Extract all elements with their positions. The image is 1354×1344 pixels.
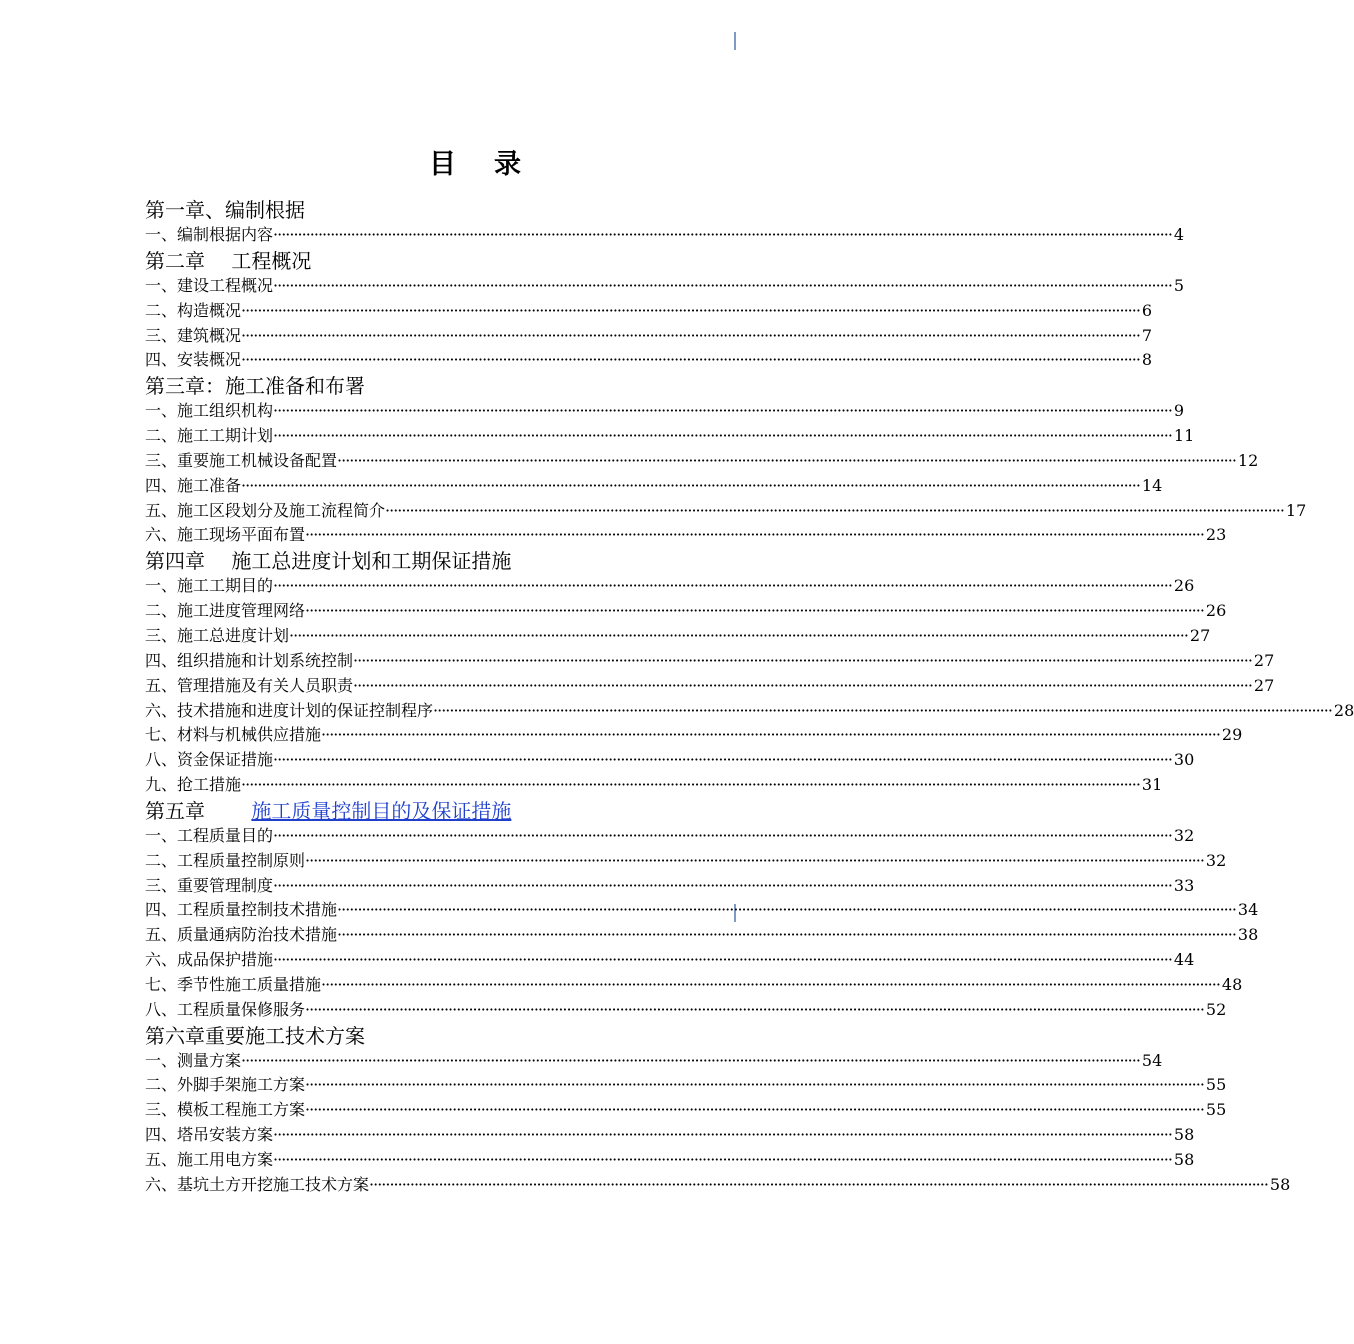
toc-entry-label: 一、施工组织机构 [145,401,274,421]
dot-leader: ···························································································································································································································· [369,1174,1268,1194]
toc-entry[interactable] [145,973,1243,998]
dot-leader: ···························································································································································································································· [305,1100,1204,1120]
toc-page-number: 7 [1141,325,1153,345]
toc-entry[interactable] [145,324,1153,349]
toc-entry[interactable] [145,998,1227,1023]
toc-page-number: 12 [1237,450,1259,470]
toc-entry-label: 六、施工现场平面布置 [145,525,306,545]
dot-leader: ···························································································································································································································· [273,950,1172,970]
chapter-title: 工程概况 [231,248,312,273]
dot-leader: ···························································································································································································································· [241,475,1140,495]
dot-leader: ···························································································································································································································· [305,525,1204,545]
dot-leader: ···························································································································································································································· [353,650,1252,670]
toc-page-number: 48 [1221,974,1243,994]
toc-page-number: 8 [1141,350,1153,370]
chapter-title: 重要施工技术方案 [205,1023,365,1048]
dot-leader: ···························································································································································································································· [305,1075,1204,1095]
chapter-title: 编制根据 [225,198,305,222]
toc-page-number: 26 [1205,601,1227,621]
dot-leader: ···························································································································································································································· [241,300,1140,320]
toc-page-number: 17 [1285,500,1307,520]
page-title [0,142,950,181]
dot-leader: ···························································································································································································································· [273,576,1172,596]
toc-entry[interactable] [145,424,1195,449]
toc-page-number: 6 [1141,300,1153,320]
dot-leader: ···························································································································································································································· [337,925,1236,945]
toc-entry-label: 六、成品保护措施 [145,950,274,970]
dot-leader: ···························································································································································································································· [353,675,1252,695]
toc-entry-label: 一、建设工程概况 [145,275,274,295]
dot-leader: ···························································································································································································································· [273,1125,1172,1145]
toc-entry[interactable] [145,773,1163,798]
dot-leader: ···························································································································································································································· [241,775,1140,795]
chapter-title: 施工总进度计划和工期保证措施 [231,549,512,574]
toc-entry-label: 二、施工工期计划 [145,426,274,446]
dot-leader: ···························································································································································································································· [305,999,1204,1019]
toc-chapter-heading [145,373,785,399]
toc-entry[interactable] [145,923,1259,948]
toc-entry-label: 七、季节性施工质量措施 [145,974,322,994]
dot-leader: ···························································································································································································································· [241,1050,1140,1070]
table-of-contents [145,197,1354,1198]
toc-page-number: 34 [1237,900,1259,920]
toc-entry[interactable] [145,748,1195,773]
toc-entry[interactable] [145,399,1185,424]
toc-entry[interactable] [145,1049,1163,1074]
title-char: 录 [494,149,521,180]
toc-page-number: 54 [1141,1050,1163,1070]
toc-entry-label: 二、工程质量控制原则 [145,850,306,870]
toc-entry-label: 五、管理措施及有关人员职责 [145,675,354,695]
toc-page-number: 58 [1173,1125,1195,1145]
toc-entry-label: 四、施工准备 [145,475,242,495]
toc-entry[interactable] [145,649,1275,674]
dot-leader: ···························································································································································································································· [273,426,1172,446]
chapter-number: 第四章 [145,549,232,574]
toc-chapter-heading [145,197,785,223]
toc-entry[interactable] [145,1073,1227,1098]
toc-entry-label: 四、安装概况 [145,350,242,370]
toc-page-number: 26 [1173,576,1195,596]
toc-entry-label: 九、抢工措施 [145,775,242,795]
toc-entry-label: 六、技术措施和进度计划的保证控制程序 [145,700,434,720]
dot-leader: ···························································································································································································································· [305,850,1204,870]
toc-entry[interactable] [145,898,1259,923]
dot-leader: ···························································································································································································································· [433,700,1332,720]
toc-chapter-heading [145,1023,785,1049]
chapter-title-link[interactable]: 施工质量控制目的及保证措施 [251,798,512,823]
title-char: 目 [429,149,456,180]
toc-chapter-heading[interactable] [145,798,785,824]
chapter-number: 第一章、 [145,198,225,222]
toc-page-number: 27 [1253,650,1275,670]
dot-leader: ···························································································································································································································· [273,750,1172,770]
toc-page-number: 29 [1221,725,1243,745]
toc-page-number: 23 [1205,525,1227,545]
toc-page-number: 52 [1205,999,1227,1019]
toc-entry-label: 三、重要管理制度 [145,875,274,895]
toc-entry[interactable] [145,674,1275,699]
chapter-number: 第三章： [145,374,225,399]
toc-entry[interactable] [145,523,1227,548]
toc-entry[interactable] [145,874,1195,899]
toc-page-number: 33 [1173,875,1195,895]
toc-page-number: 27 [1189,625,1211,645]
toc-entry-label: 三、建筑概况 [145,325,242,345]
chapter-number: 第二章 [145,248,232,273]
dot-leader: ···························································································································································································································· [241,350,1140,370]
dot-leader: ···························································································································································································································· [241,325,1140,345]
dot-leader: ···························································································································································································································· [337,900,1236,920]
toc-entry-label: 八、工程质量保修服务 [145,999,306,1019]
toc-page-number: 55 [1205,1100,1227,1120]
toc-entry-label: 八、资金保证措施 [145,750,274,770]
toc-page-number: 32 [1205,850,1227,870]
toc-entry[interactable] [145,299,1153,324]
dot-leader: ···························································································································································································································· [289,625,1188,645]
toc-entry-label: 四、工程质量控制技术措施 [145,900,338,920]
toc-entry[interactable] [145,1123,1195,1148]
toc-entry-label: 七、材料与机械供应措施 [145,725,322,745]
toc-entry[interactable] [145,348,1153,373]
toc-page-number: 58 [1269,1174,1291,1194]
toc-page-number: 44 [1173,950,1195,970]
toc-page-number: 31 [1141,775,1163,795]
toc-entry[interactable] [145,599,1227,624]
dot-leader: ···························································································································································································································· [273,1150,1172,1169]
toc-entry[interactable] [145,223,1185,248]
toc-entry-label: 一、施工工期目的 [145,576,274,596]
toc-entry-label: 一、编制根据内容 [145,225,274,244]
toc-entry-label: 四、组织措施和计划系统控制 [145,650,354,670]
toc-entry[interactable] [145,499,1307,524]
toc-entry-label: 三、模板工程施工方案 [145,1100,306,1120]
toc-entry-label: 二、构造概况 [145,300,242,320]
dot-leader: ···························································································································································································································· [273,825,1172,845]
toc-entry-label: 三、重要施工机械设备配置 [145,450,338,470]
toc-page-number: 58 [1173,1150,1195,1169]
toc-entry[interactable] [145,849,1227,874]
toc-entry[interactable] [145,274,1185,299]
dot-leader: ···························································································································································································································· [273,875,1172,895]
toc-entry-label: 三、施工总进度计划 [145,625,290,645]
toc-entry[interactable] [145,1173,1291,1198]
dot-leader: ···························································································································································································································· [305,601,1204,621]
toc-page-number: 11 [1173,426,1195,446]
toc-page-number: 32 [1173,825,1195,845]
toc-entry[interactable] [145,824,1195,849]
toc-entry[interactable] [145,699,1354,724]
toc-entry[interactable] [145,574,1195,599]
toc-page-number: 27 [1253,675,1275,695]
toc-entry-label: 六、基坑土方开挖施工技术方案 [145,1174,370,1194]
toc-entry-label: 二、外脚手架施工方案 [145,1075,306,1095]
toc-entry[interactable] [145,948,1195,973]
toc-entry-label: 一、工程质量目的 [145,825,274,845]
toc-entry-label: 二、施工进度管理网络 [145,601,306,621]
dot-leader: ···························································································································································································································· [273,225,1172,244]
toc-page-number: 9 [1173,401,1185,421]
toc-entry-label: 一、测量方案 [145,1050,242,1070]
toc-entry-label: 五、质量通病防治技术措施 [145,925,338,945]
dot-leader: ···························································································································································································································· [321,725,1220,745]
toc-page-number: 38 [1237,925,1259,945]
toc-entry-label: 五、施工用电方案 [145,1150,274,1169]
toc-entry[interactable] [145,1148,1195,1173]
toc-chapter-heading [145,548,785,574]
dot-leader: ···························································································································································································································· [385,500,1284,520]
toc-entry[interactable] [145,723,1243,748]
dot-leader: ···························································································································································································································· [337,450,1236,470]
chapter-number: 第五章 [145,798,252,823]
text-cursor-mark [734,32,736,50]
dot-leader: ···························································································································································································································· [273,401,1172,421]
toc-page-number: 14 [1141,475,1163,495]
toc-page-number: 28 [1333,700,1354,720]
toc-entry[interactable] [145,449,1259,474]
dot-leader: ···························································································································································································································· [273,275,1172,295]
toc-entry[interactable] [145,474,1163,499]
toc-entry[interactable] [145,624,1211,649]
toc-page-number: 4 [1173,225,1185,244]
toc-page-number: 30 [1173,750,1195,770]
toc-entry-label: 五、施工区段划分及施工流程简介 [145,500,386,520]
dot-leader: ···························································································································································································································· [321,974,1220,994]
toc-page-number: 55 [1205,1075,1227,1095]
chapter-number: 第六章 [145,1023,205,1048]
toc-entry-label: 四、塔吊安装方案 [145,1125,274,1145]
toc-entry[interactable] [145,1098,1227,1123]
toc-page-number: 5 [1173,275,1185,295]
toc-chapter-heading [145,248,785,274]
chapter-title: 施工准备和布署 [225,374,365,399]
